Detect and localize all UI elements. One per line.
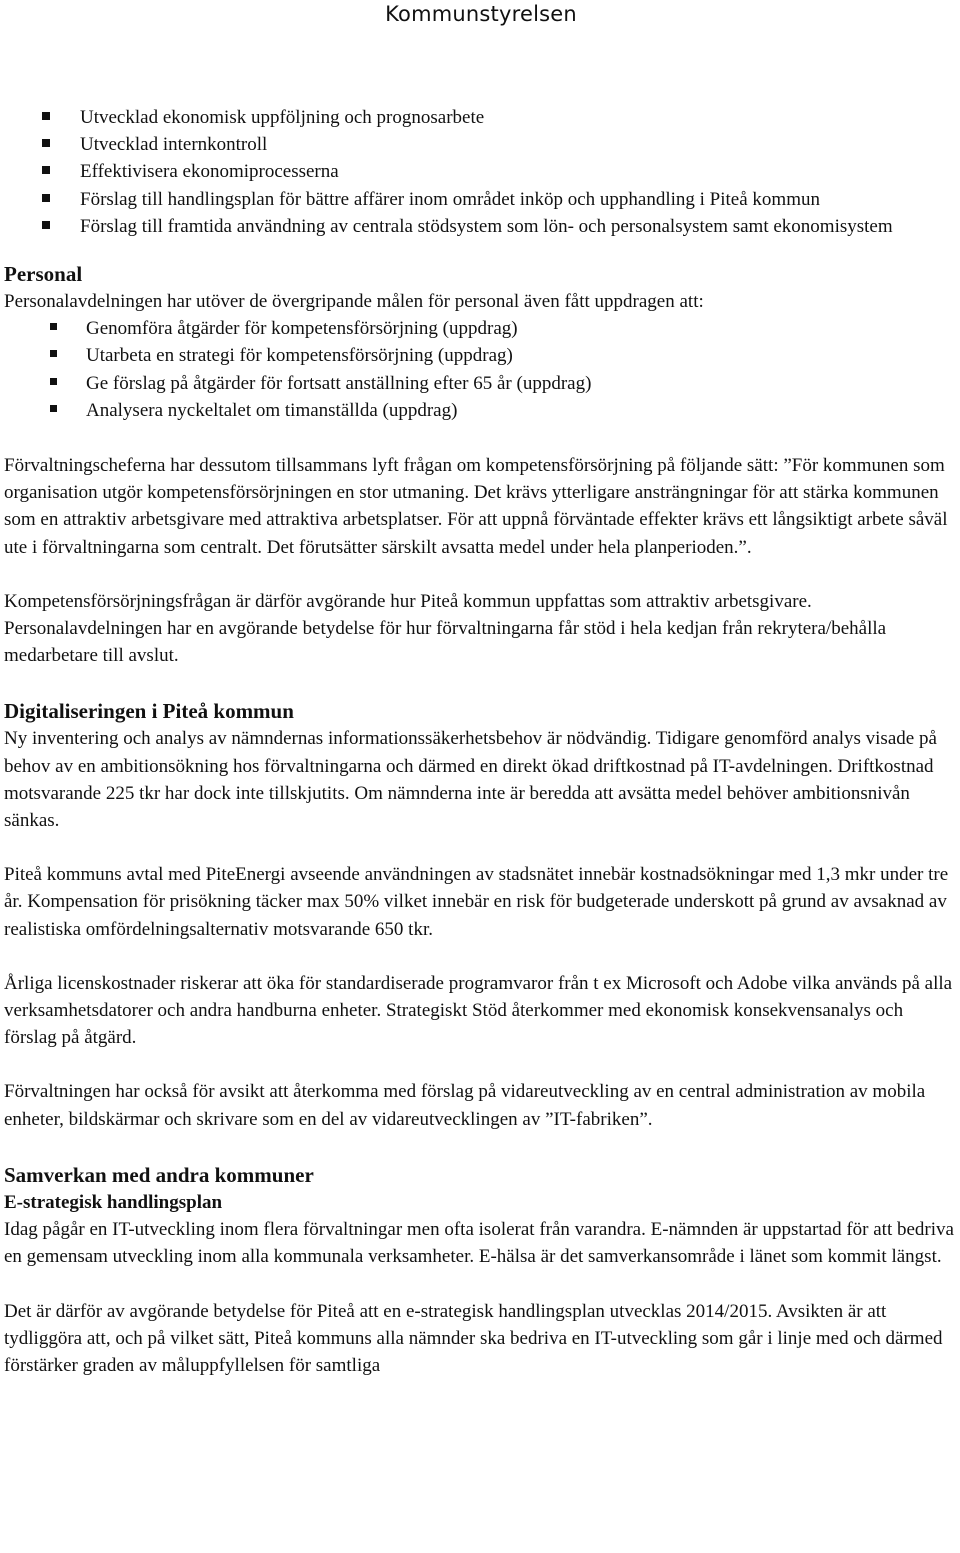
list-item: Effektivisera ekonomiprocesserna: [4, 158, 958, 185]
goals-list: [4, 104, 958, 240]
list-item: Analysera nyckeltalet om timanställda (uppdrag): [4, 397, 958, 424]
personal-tasks-list: [4, 315, 958, 424]
digital-paragraph: Förvaltningen har också för avsikt att återkomma med förslag på vidareutveckling av en central administration av mobila enheter, bildskärmar och skrivare som en del av vidareutvecklingen av ”IT-fabriken”.: [4, 1081, 926, 1130]
personal-paragraph: Förvaltningscheferna har dessutom tillsammans lyft frågan om kompetensförsörjning på följande sätt: ”För kommunen som organisation utgör kompetensförsörjningen en stor utmaning. Det krävs ytterligare ansträngningar för att stärka kommunen som en attraktiv arbetsgivare med attraktiva arbetsplatser. För att uppnå förväntade effekter krävs ett långsiktigt arbete såväl ute i förvaltningarna som centralt. Det förutsätter särskilt avsatta medel under hela planperioden.”.: [4, 455, 948, 558]
section-heading-samverkan: Samverkan med andra kommuner: [4, 1162, 314, 1187]
page-header: Kommunstyrelsen: [385, 2, 577, 26]
personal-paragraph: Kompetensförsörjningsfrågan är därför avgörande hur Piteå kommun uppfattas som attraktiv arbetsgivare. Personalavdelningen har en avgörande betydelse för hur förvaltningarna får stöd i hela kedjan från rekrytera/behålla medarbetare till avslut.: [4, 590, 887, 667]
section-heading-personal: Personal: [4, 262, 83, 287]
personal-intro: Personalavdelningen har utöver de övergripande målen för personal även fått uppdragen att:: [4, 291, 704, 313]
subsection-heading: E-strategisk handlingsplan: [4, 1191, 223, 1213]
list-item: Förslag till handlingsplan för bättre affärer inom området inköp och upphandling i Piteå kommun: [4, 186, 958, 213]
list-item: Ge förslag på åtgärder för fortsatt anställning efter 65 år (uppdrag): [4, 370, 958, 397]
section-heading-digital: Digitaliseringen i Piteå kommun: [4, 699, 294, 724]
list-item: Utvecklad ekonomisk uppföljning och prognosarbete: [4, 104, 958, 131]
list-item: Genomföra åtgärder för kompetensförsörjning (uppdrag): [4, 315, 958, 342]
digital-paragraph: Årliga licenskostnader riskerar att öka för standardiserade programvaror från t ex Microsoft och Adobe vilka används på alla verksamhetsdatorer och andra handburna enheter. Strategiskt Stöd återkommer med ekonomisk konsekvensanalys och förslag på åtgärd.: [4, 972, 953, 1049]
digital-paragraph: Ny inventering och analys av nämndernas informationssäkerhetsbehov är nödvändig. Tidigare genomförd analys visade på behov av en ambitionsökning hos förvaltningarna och därmed en direkt ökad driftkostnad på IT-avdelningen. Driftkostnad motsvarande 225 tkr har dock inte tillskjutits. Om nämnderna inte är beredda att avsätta medel behöver ambitionsnivån sänkas.: [4, 728, 937, 832]
document-page: [4, 0, 958, 1379]
list-item: Förslag till framtida användning av centrala stödsystem som lön- och personalsystem samt ekonomisystem: [4, 213, 958, 240]
samverkan-paragraph: Det är därför av avgörande betydelse för Piteå att en e-strategisk handlingsplan utvecklas 2014/2015. Avsikten är att tydliggöra att, och på vilket sätt, Piteå kommuns alla nämnder ska bedriva en IT-utveckling som går i linje med och därmed förstärker graden av måluppfyllelsen för samtliga: [4, 1300, 943, 1376]
list-item: Utarbeta en strategi för kompetensförsörjning (uppdrag): [4, 342, 958, 369]
digital-paragraph: Piteå kommuns avtal med PiteEnergi avseende användningen av stadsnätet innebär kostnadsökningar med 1,3 mkr under tre år. Kompensation för prisökning täcker max 50% vilket innebär en risk för budgeterade underskott på grund av avsaknad av realistiska omfördelningsalternativ motsvarande 650 tkr.: [4, 864, 949, 940]
samverkan-paragraph: Idag pågår en IT-utveckling inom flera förvaltningar men ofta isolerat från varandra. E-nämnden är uppstartad för att bedriva en gemensam utveckling inom alla kommunala verksamheter. E-hälsa är det samverkansområde i länet som kommit längst.: [4, 1219, 954, 1268]
list-item: Utvecklad internkontroll: [4, 131, 958, 158]
